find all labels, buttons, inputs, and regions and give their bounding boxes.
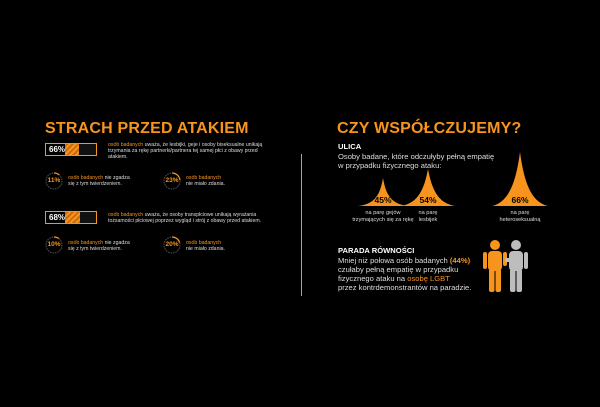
ring-chart	[163, 172, 181, 190]
ring-value: 20%	[165, 241, 179, 248]
peak-caption: na parę lesbijek	[418, 210, 438, 223]
section-divider	[301, 154, 302, 296]
statement-text: osób badanych uważa, że osoby transpłciowe unikają wyrażania tożsamości płciowej poprzez wygląd i strój z obawy przed atakiem.	[108, 212, 262, 225]
person-grey-icon	[505, 240, 528, 292]
person-orange-icon	[483, 240, 507, 292]
percentage-value: 68%	[46, 212, 65, 223]
ring-caption: osób badanych nie miało zdania.	[186, 240, 225, 253]
peak-value: 54%	[419, 195, 437, 205]
ring-value: 11%	[47, 177, 61, 184]
ring-chart	[45, 236, 63, 254]
ring-value: 10%	[47, 241, 61, 248]
peak-caption: na parę heteroseksualną	[499, 210, 541, 223]
ulica-text: Osoby badane, które odczułyby pełną empatię w przypadku fizycznego ataku:	[338, 152, 495, 170]
couple-icon	[478, 238, 538, 298]
ring-chart	[163, 236, 181, 254]
ring-chart	[45, 172, 63, 190]
ring-caption: osób badanych nie miało zdania.	[186, 175, 225, 188]
percentage-value: 66%	[46, 144, 65, 155]
parada-heading: PARADA RÓWNOŚCI	[338, 246, 415, 255]
peak-value: 66%	[511, 195, 529, 205]
peak-value: 45%	[374, 195, 392, 205]
percentage-bar	[45, 211, 97, 224]
peak-caption: na parę gejów trzymających się za rękę	[352, 210, 414, 223]
ring-value: 23%	[165, 177, 179, 184]
right-section-title: CZY WSPÓŁCZUJEMY?	[337, 120, 522, 137]
percentage-bar	[45, 143, 97, 156]
ulica-heading: ULICA	[338, 142, 362, 151]
ring-caption: osób badanych nie zgadza się z tym twierdzeniem.	[68, 240, 130, 253]
ring-caption: osób badanych nie zgadza się z tym twierdzeniem.	[68, 175, 130, 188]
parada-text: Mniej niż połowa osób badanych (44%) czułaby pełną empatię w przypadku fizycznego ataku na osobę LGBT przez kontrdemonstrantów na paradzie.	[338, 256, 472, 292]
statement-text: osób badanych uważa, że lesbijki, geje i osoby biseksualne unikają trzymania za rękę partnerki/partnera tej samej płci z obawy przed atakiem.	[108, 142, 263, 161]
left-section-title: STRACH PRZED ATAKIEM	[45, 120, 249, 137]
